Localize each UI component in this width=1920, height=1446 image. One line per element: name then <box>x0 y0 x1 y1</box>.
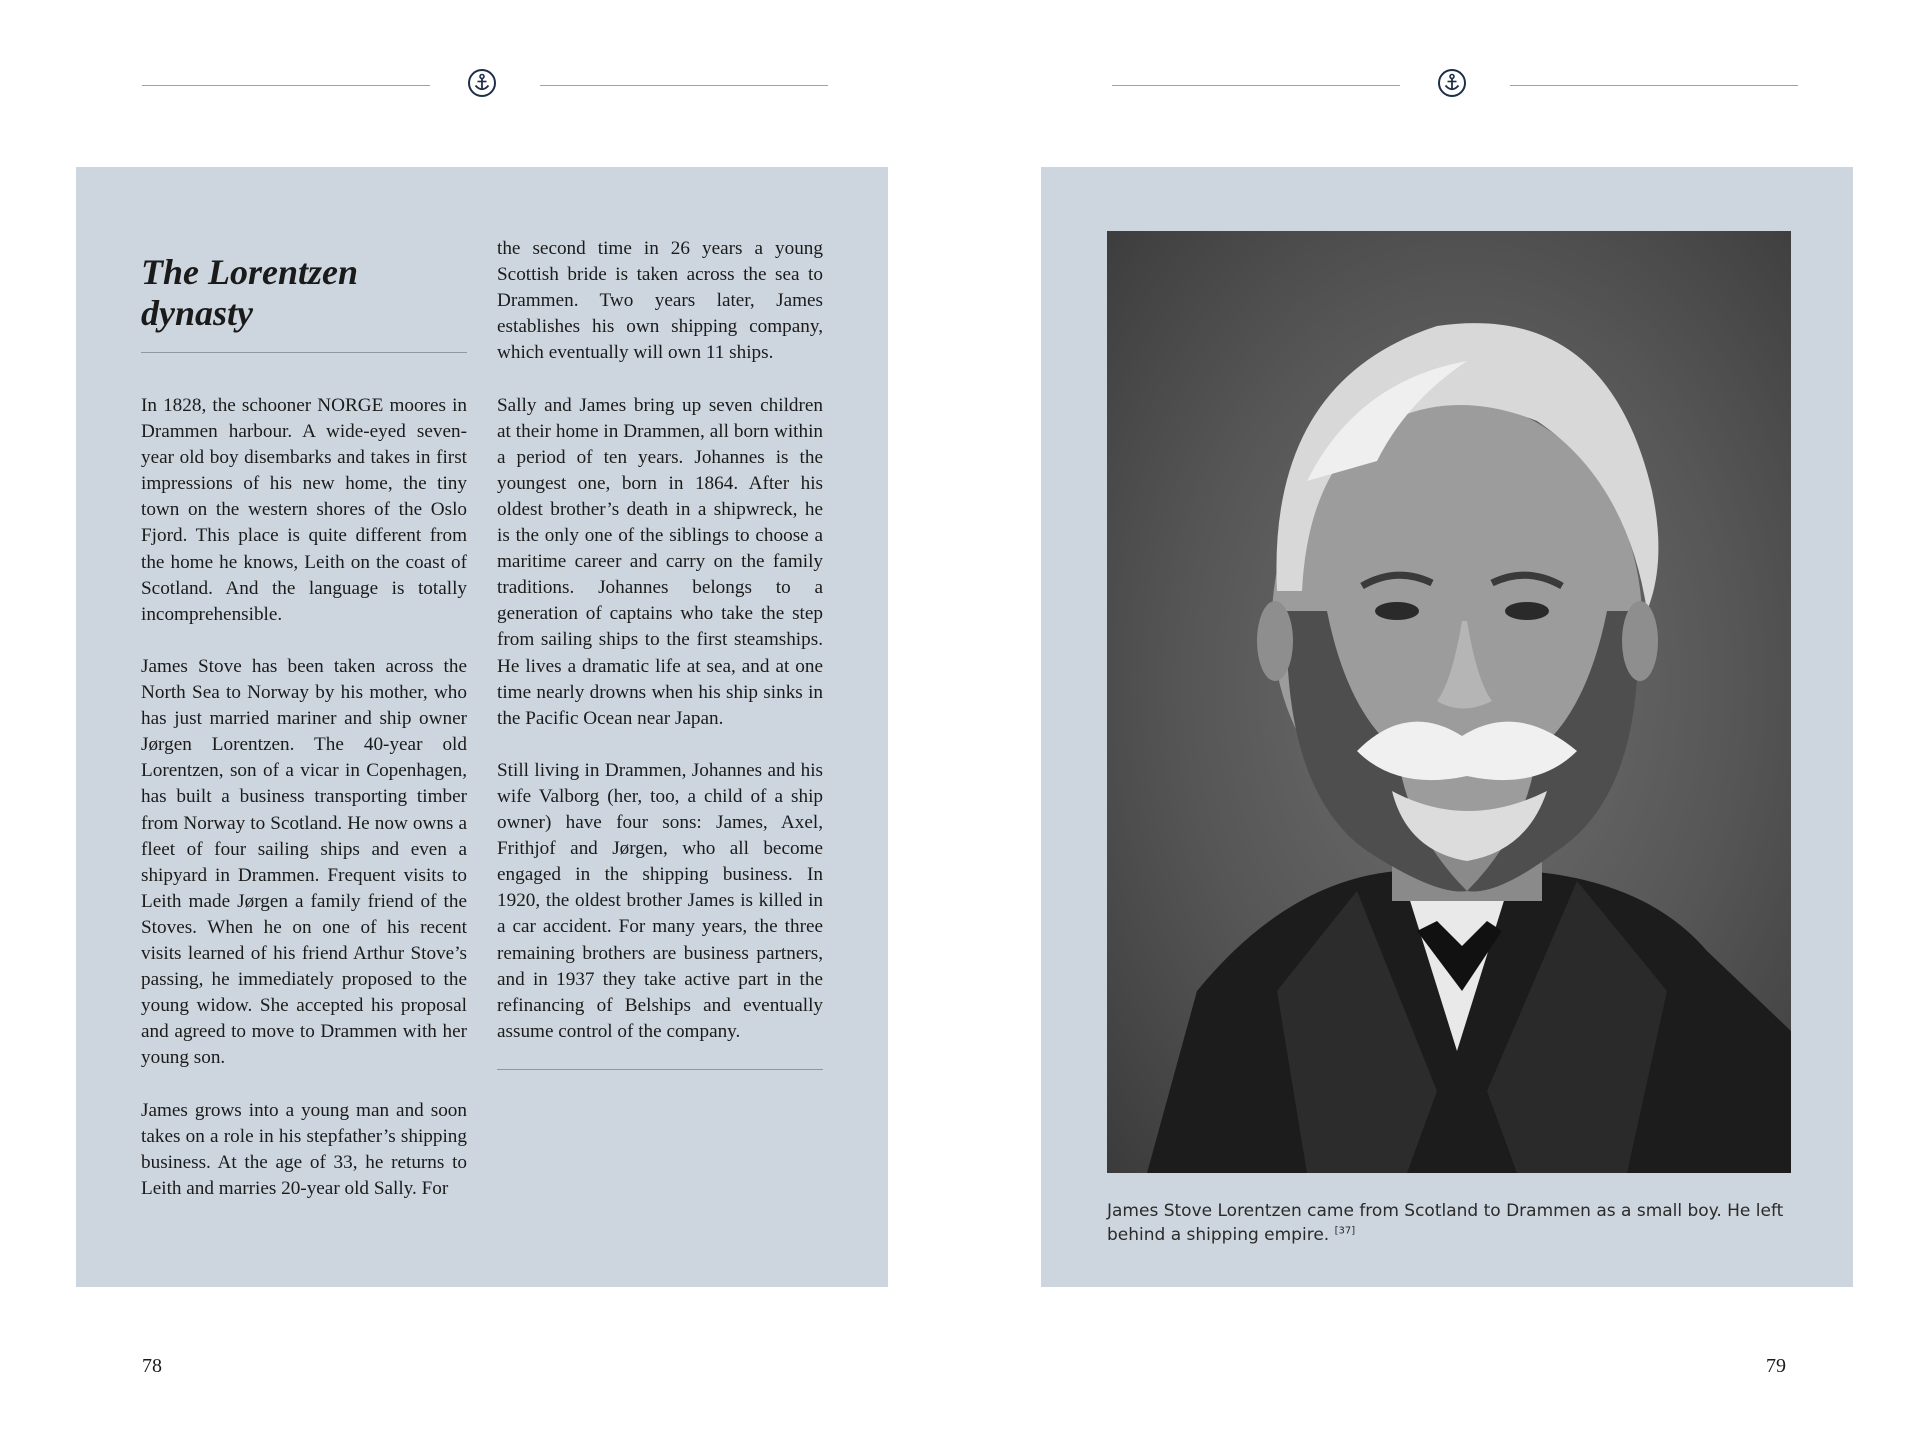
portrait-photo <box>1107 231 1791 1173</box>
header-rule-left <box>142 85 430 86</box>
header-rule-right <box>540 85 828 86</box>
title-line-1: The Lorentzen <box>141 252 359 292</box>
anchor-icon <box>467 68 497 98</box>
anchor-icon <box>1437 68 1467 98</box>
portrait-illustration <box>1107 231 1791 1173</box>
page-number: 78 <box>142 1355 162 1377</box>
page-number: 79 <box>1766 1355 1786 1377</box>
caption-text: James Stove Lorentzen came from Scotland to Drammen as a small boy. He left behind a shipping empire. <box>1107 1201 1784 1245</box>
text-panel <box>76 167 888 1287</box>
title-divider <box>141 352 467 353</box>
paragraph: the second time in 26 years a young Scottish bride is taken across the sea to Drammen. Two years later, James establishes his own shipping company, which eventually will own 11 ships. <box>497 238 823 364</box>
article-title <box>141 252 471 334</box>
paragraph: James grows into a young man and soon takes on a role in his stepfather’s shipping business. At the age of 33, he returns to Leith and marries 20-year old Sally. For <box>141 1099 467 1199</box>
text-column-1 <box>141 393 467 1202</box>
paragraph: James Stove has been taken across the North Sea to Norway by his mother, who has just married mariner and ship owner Jørgen Lorentzen. The 40-year old Lorentzen, son of a vicar in Copenhagen, has built a business transporting timber from Norway to Scotland. He now owns a fleet of four sailing ships and even a shipyard in Drammen. Frequent visits to Leith made Jørgen a family friend of the Stoves. When he on one of his recent visits learned of his friend Arthur Stove’s passing, he immediately proposed to the young widow. She accepted his proposal and agreed to move to Drammen with her young son. <box>141 655 467 1069</box>
header-rule-left <box>1112 85 1400 86</box>
right-page <box>960 0 1920 1446</box>
paragraph: In 1828, the schooner NORGE moores in Drammen harbour. A wide-eyed seven-year old boy disembarks and takes in first impressions of his new home, the tiny town on the western shores of the Oslo Fjord. This place is quite different from the home he knows, Leith on the coast of Scotland. And the language is totally incomprehensible. <box>141 395 467 625</box>
photo-caption <box>1107 1199 1791 1247</box>
photo-panel <box>1041 167 1853 1287</box>
paragraph: Still living in Drammen, Johannes and his wife Valborg (her, too, a child of a ship owner) have four sons: James, Axel, Frithjof and Jørgen, who all become engaged in the shipping business. In 1920, the oldest brother James is killed in a car accident. For many years, the three remaining brothers are business partners, and in 1937 they take active part in the refinancing of Belships and eventually assume control of the company. <box>497 759 823 1042</box>
header-rule-right <box>1510 85 1798 86</box>
caption-reference: [37] <box>1334 1225 1356 1237</box>
title-line-2: dynasty <box>141 293 253 333</box>
paragraph: Sally and James bring up seven children at their home in Drammen, all born within a period of ten years. Johannes is the youngest one, born in 1864. After his oldest brother’s death in a shipwreck, he is the only one of the siblings to choose a maritime career and carry on the family traditions. Johannes belongs to a generation of captains who take the step from sailing ships to the first steamships. He lives a dramatic life at sea, and at one time nearly drowns when his ship sinks in the Pacific Ocean near Japan. <box>497 394 823 729</box>
text-column-2 <box>497 236 823 1045</box>
column-end-divider <box>497 1069 823 1070</box>
